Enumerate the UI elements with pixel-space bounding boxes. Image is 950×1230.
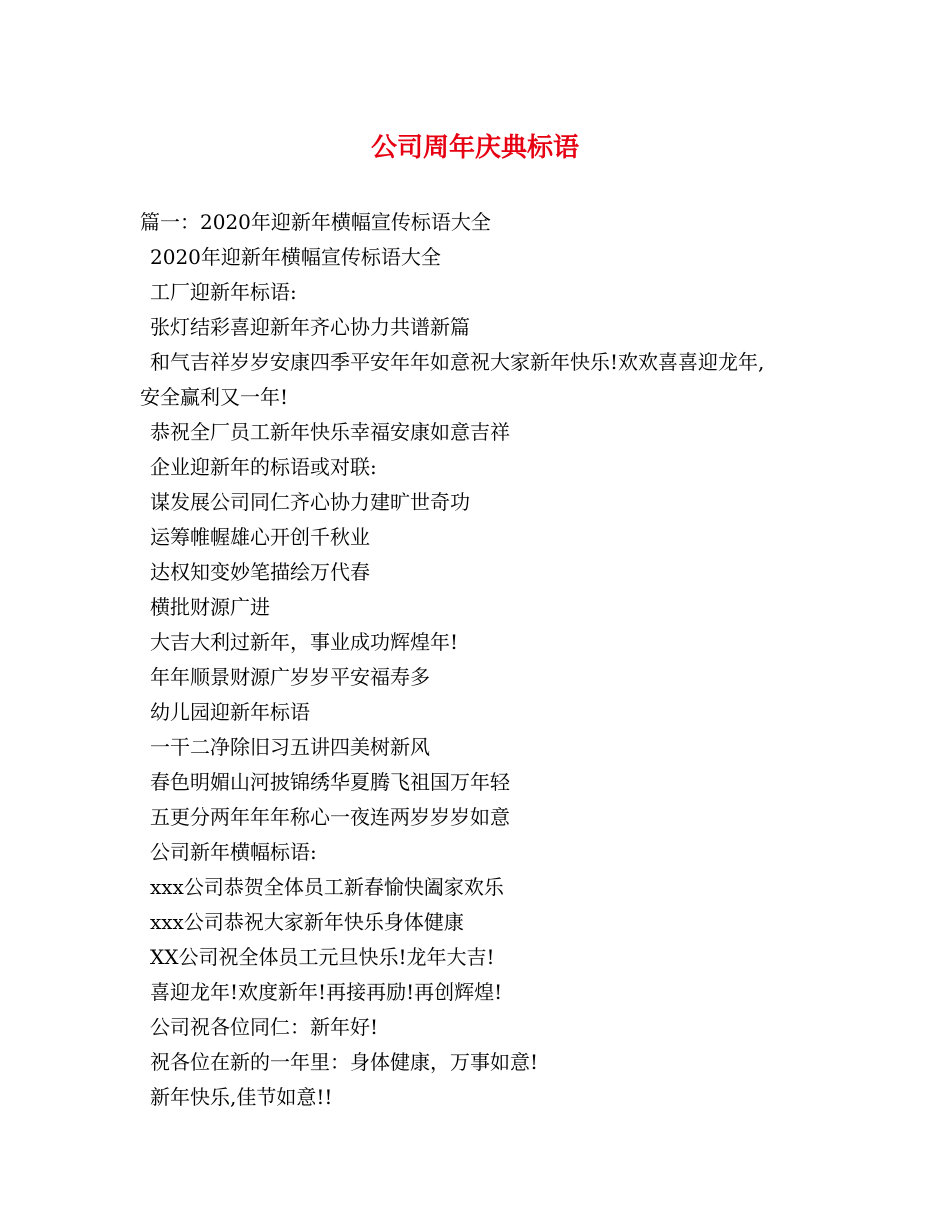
document-body [140, 205, 840, 1115]
text-line: 大吉大利过新年，事业成功辉煌年! [150, 630, 459, 654]
text-line: XX公司祝全体员工元旦快乐!龙年大吉! [150, 945, 495, 969]
text-line: 和气吉祥岁岁安康四季平安年年如意祝大家新年快乐!欢欢喜喜迎龙年, [150, 350, 765, 374]
text-line: 张灯结彩喜迎新年齐心协力共谱新篇 [150, 315, 470, 339]
text-line: 谋发展公司同仁齐心协力建旷世奇功 [150, 490, 470, 514]
text-line: 喜迎龙年!欢度新年!再接再励!再创辉煌! [150, 980, 503, 1004]
text-line: 公司祝各位同仁：新年好! [150, 1015, 379, 1039]
text-line: 年年顺景财源广岁岁平安福寿多 [150, 665, 430, 689]
text-line: 公司新年横幅标语: [150, 840, 317, 864]
text-line: 运筹帷幄雄心开创千秋业 [150, 525, 370, 549]
text-line: 恭祝全厂员工新年快乐幸福安康如意吉祥 [150, 420, 510, 444]
text-line: 一干二净除旧习五讲四美树新风 [150, 735, 430, 759]
text-line: 篇一：2020年迎新年横幅宣传标语大全 [140, 210, 491, 234]
text-line: xxx公司恭贺全体员工新春愉快阖家欢乐 [150, 875, 504, 899]
text-line: 横批财源广进 [150, 595, 270, 619]
text-line: 2020年迎新年横幅宣传标语大全 [150, 245, 441, 269]
text-line: 企业迎新年的标语或对联: [150, 455, 377, 479]
text-line: 达权知变妙笔描绘万代春 [150, 560, 370, 584]
text-line: 祝各位在新的一年里：身体健康，万事如意! [150, 1050, 539, 1074]
text-line: 五更分两年年年称心一夜连两岁岁岁如意 [150, 805, 510, 829]
document-title: 公司周年庆典标语 [370, 133, 579, 163]
text-line: xxx公司恭祝大家新年快乐身体健康 [150, 910, 464, 934]
text-line: 工厂迎新年标语: [150, 280, 297, 304]
text-line: 安全赢利又一年! [140, 385, 289, 409]
text-line: 幼儿园迎新年标语 [150, 700, 310, 724]
text-line: 新年快乐,佳节如意!! [150, 1085, 333, 1109]
text-line: 春色明媚山河披锦绣华夏腾飞祖国万年轻 [150, 770, 510, 794]
